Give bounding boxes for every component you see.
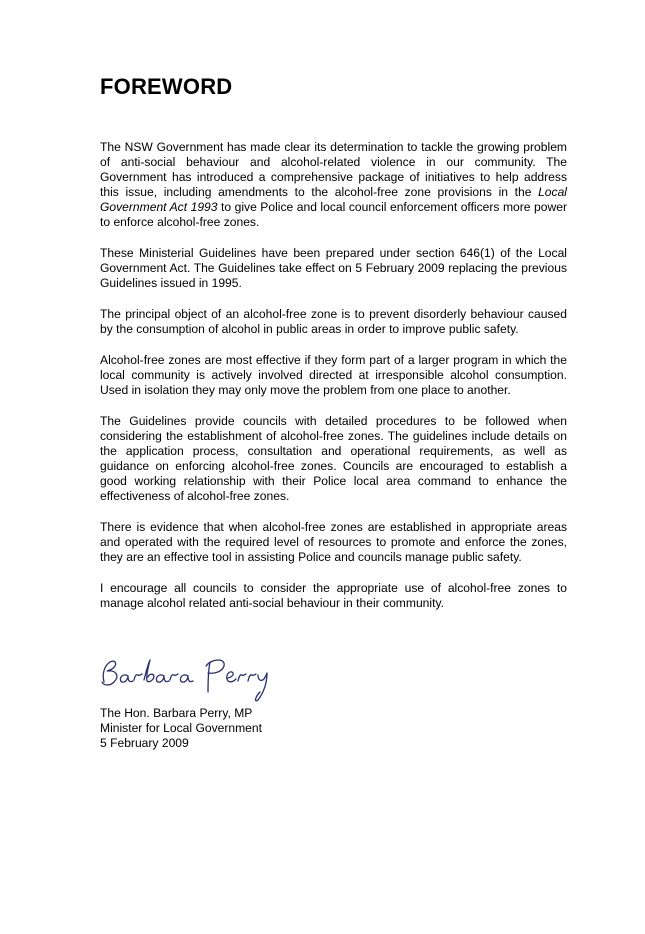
handwritten-signature	[98, 652, 288, 704]
signature-stroke-b2	[144, 660, 154, 682]
paragraph-6: There is evidence that when alcohol-free zones are established in appropriate areas and operated with the required level of resources to promote and enforce the zones, they are an effective tool in assisting Police and councils manage public safety.	[100, 520, 567, 564]
foreword-body	[100, 140, 567, 627]
signature-stroke-a2	[156, 675, 169, 682]
signature-stroke-a1	[120, 675, 133, 682]
signature-stroke-r1	[134, 674, 142, 680]
signature-stroke-r3	[238, 674, 246, 681]
signature-strokes	[102, 660, 267, 701]
signature-stroke-r2	[170, 674, 178, 680]
paragraph-7: I encourage all councils to consider the appropriate use of alcohol-free zones to manage alcohol related anti-social behaviour in their community.	[100, 581, 567, 610]
paragraph-4: Alcohol-free zones are most effective if they form part of a larger program in which the local community is actively involved directed at irresponsible alcohol consumption. Used in isolation they may only move the problem from one place to another.	[100, 353, 567, 397]
signature-stroke-r4	[248, 674, 256, 681]
signature-stroke-b	[102, 661, 117, 685]
page-title: FOREWORD	[100, 74, 233, 99]
signatory-role: Minister for Local Government	[100, 721, 262, 735]
signoff-date: 5 February 2009	[100, 736, 189, 750]
paragraph-5: The Guidelines provide councils with detailed procedures to be followed when considering the establishment of alcohol-free zones. The guidelines include details on the application process, consultation and operational requirements, as well as guidance on enforcing alcohol-free zones. Councils are encouraged to establish a good working relationship with their Police local area command to enhance the effectiveness of alcohol-free zones.	[100, 414, 567, 503]
paragraph-3: The principal object of an alcohol-free zone is to prevent disorderly behaviour caused by the consumption of alcohol in public areas in order to improve public safety.	[100, 307, 567, 336]
signatory-name: The Hon. Barbara Perry, MP	[100, 706, 253, 720]
signature-stroke-a3	[180, 675, 193, 682]
signature-stroke-e	[227, 672, 236, 682]
signoff-block	[100, 706, 262, 751]
paragraph-1	[100, 140, 567, 230]
signature-stroke-p	[206, 660, 224, 692]
paragraph-1-text-b: to give Police and local council enforcement officers more power to enforce alcohol-free zones.	[100, 200, 567, 229]
act-title-italic: Local Government Act 1993	[100, 185, 567, 214]
paragraph-2: These Ministerial Guidelines have been prepared under section 646(1) of the Local Government Act. The Guidelines take effect on 5 February 2009 replacing the previous Guidelines issued in 1995.	[100, 246, 567, 290]
paragraph-1-text-a: The NSW Government has made clear its determination to tackle the growing problem of anti-social behaviour and alcohol-related violence in our community. The Government has introduced a comprehensive package of initiatives to help address this issue, including amendments to the alcohol-free zone provisions in the	[100, 140, 567, 199]
signature-stroke-y	[256, 673, 267, 701]
